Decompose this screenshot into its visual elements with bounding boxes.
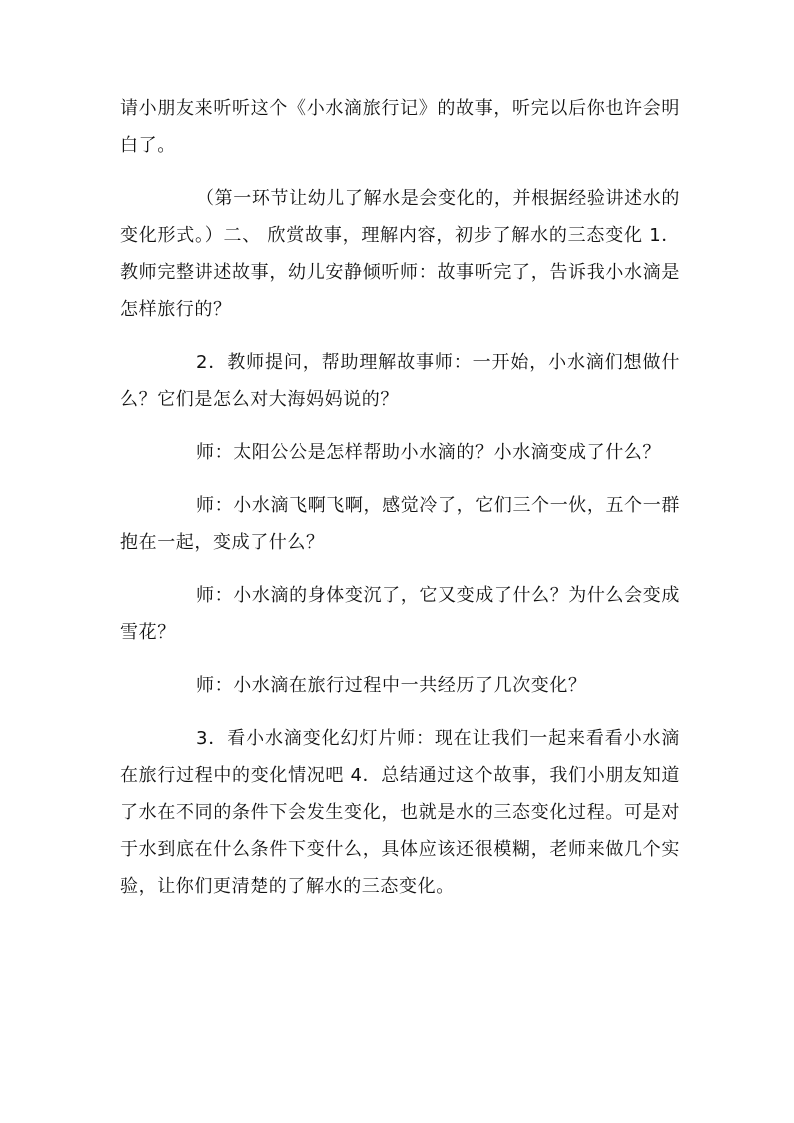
- paragraph-4: 师：太阳公公是怎样帮助小水滴的？小水滴变成了什么？: [196, 442, 661, 463]
- paragraph-2: （第一环节让幼儿了解水是会变化的，并根据经验讲述水的变化形式。）二、 欣赏故事，理解内容，初步了解水的三态变化 1．教师完整讲述故事，幼儿安静倾听师：故事听完了，告诉我小水滴是怎样旅行的？: [120, 188, 680, 320]
- paragraph-5: 师：小水滴飞啊飞啊，感觉冷了，它们三个一伙，五个一群抱在一起，变成了什么？: [120, 495, 680, 553]
- paragraph-1: 请小朋友来听听这个《小水滴旅行记》的故事，听完以后你也许会明白了。: [120, 98, 680, 156]
- paragraph-7: 师：小水滴在旅行过程中一共经历了几次变化？: [196, 675, 587, 696]
- paragraph-3: 2．教师提问，帮助理解故事师：一开始，小水滴们想做什么？它们是怎么对大海妈妈说的？: [120, 352, 680, 410]
- document-body: [120, 90, 680, 921]
- paragraph-8: 3．看小水滴变化幻灯片师：现在让我们一起来看看小水滴在旅行过程中的变化情况吧 4．总结通过这个故事，我们小朋友知道了水在不同的条件下会发生变化，也就是水的三态变化过程。可是对于水到底在什么条件下变什么，具体应该还很模糊，老师来做几个实验，让你们更清楚的了解水的三态变化。: [120, 728, 680, 897]
- paragraph-6: 师：小水滴的身体变沉了，它又变成了什么？为什么会变成雪花？: [120, 585, 680, 643]
